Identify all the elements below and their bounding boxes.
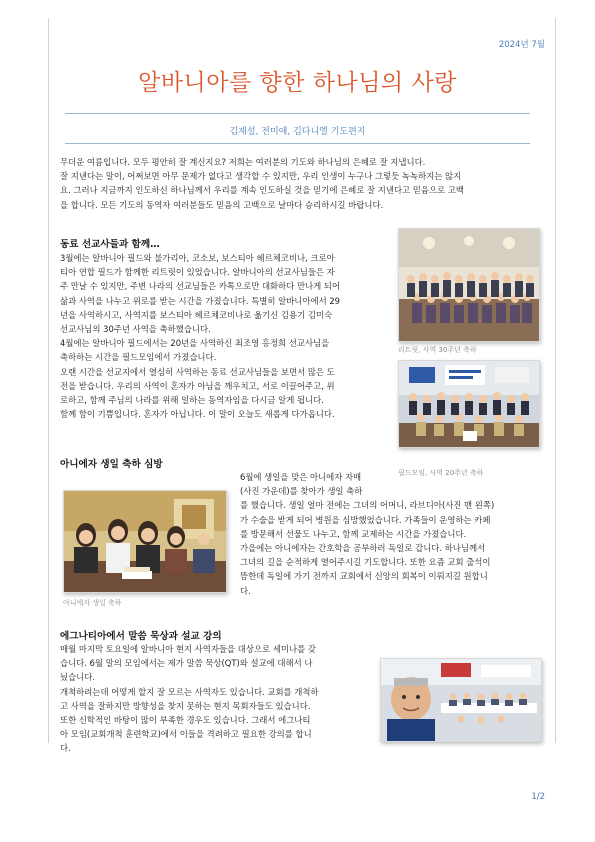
section2-body — [240, 470, 540, 598]
retreat-group-photo — [398, 228, 540, 342]
body-line: 로하고, 함께 주님의 나라를 위해 일하는 동역자임을 다시금 알게 됩니다. — [60, 395, 324, 406]
section3-body — [60, 642, 370, 756]
body-line: 개척하려는데 어떻게 할지 잘 모르는 사역자도 있습니다. 교회를 개척하 — [60, 686, 319, 697]
intro-line: 을 합니다. 모든 기도의 동역자 여러분들도 믿음의 고백으로 날마다 승리하시길 바랍니다. — [60, 199, 384, 210]
intro-line: 잘 지낸다는 말이, 어쩌보면 아무 문제가 없다고 생각할 수 있지만, 우리 인생이 누구나 그렇듯 녹녹하지는 않지 — [60, 171, 462, 182]
body-line: 습니다. 6월 말의 모임에서는 제가 말씀 묵상(QT)와 설교에 대해서 나 — [60, 658, 313, 669]
body-line: 6월에 생일을 맞은 아니에자 자매 — [240, 472, 362, 482]
body-line: 아 모임(교회개척 훈련학교)에서 이들을 격려하고 필요한 강의를 합니 — [60, 729, 312, 740]
title-divider — [65, 113, 530, 114]
body-line: 뜸한데 독일에 가기 전까지 교회에서 신앙의 회복이 이뤄지길 원합니 — [240, 571, 488, 582]
body-line: 를 방문해서 선물도 나누고, 함께 교제하는 시간을 가졌습니다. — [240, 528, 467, 539]
intro-line: 요. 그러나 지금까지 인도하신 하나님께서 우리를 계속 인도하실 것을 믿기에 은혜로 잘 지낸다고 믿음으로 고백 — [60, 185, 464, 196]
field-meeting-photo — [398, 360, 540, 448]
body-line: 또한 신학적인 바탕이 많이 부족한 경우도 있습니다. 그래서 에그나티 — [60, 715, 311, 726]
body-line: 함께 함이 기쁨입니다. 혼자가 아닙니다. 이 말이 오늘도 새롭게 다가옵니다. — [60, 409, 335, 420]
page-title: 알바니아를 향한 하나님의 사랑 — [138, 70, 457, 96]
body-line: 눴습니다. — [60, 672, 96, 683]
section-heading-seminar: 에그나티아에서 말씀 묵상과 설교 강의 — [60, 631, 222, 642]
section1-body — [60, 251, 390, 421]
body-line: (사진 가운데)를 찾아가 생일 축하 — [240, 486, 363, 497]
letter-date: 2024년 7월 — [498, 40, 545, 50]
birthday-visit-photo — [63, 490, 227, 593]
intro-line: 무더운 여름입니다. 모두 평안히 잘 계신지요? 저희는 여러분의 기도와 하나님의 은혜로 잘 지냅니다. — [60, 157, 426, 167]
birthday-photo-caption: 아니에자 생일 축하 — [63, 599, 122, 607]
body-line: 다. — [60, 743, 71, 754]
body-line: 매월 마지막 토요일에 알바니아 현지 사역자들을 대상으로 세미나를 갖 — [60, 644, 316, 654]
authors-line: 김재설, 전미애, 김다니엘 기도편지 — [229, 127, 366, 137]
body-line: 선교사님의 30주년 사역을 축하했습니다. — [60, 324, 211, 335]
body-line: 오랜 시간을 선교지에서 열심히 사역하는 동료 선교사님들을 보면서 많은 도 — [60, 366, 335, 377]
body-line: 그녀의 길을 순적하게 열어주시길 기도합니다. 또한 요즘 교회 출석이 — [240, 557, 491, 568]
authors-divider — [65, 143, 530, 144]
intro-paragraph — [60, 155, 540, 212]
body-line: 전을 받습니다. 우리의 사역이 혼자가 아님을 깨우치고, 서로 이끌어주고, 위 — [60, 380, 335, 391]
body-line: 를 했습니다. 생일 얼마 전에는 그녀의 어머니, 라브디아(사진 맨 왼쪽) — [240, 500, 495, 511]
body-line: 가을에는 아니에자는 간호학을 공부하러 독일로 갑니다. 하나님께서 — [240, 543, 486, 554]
section-heading-birthday: 아니에자 생일 축하 심방 — [60, 459, 163, 470]
body-line: 가 수술을 받게 되어 병원을 심방했었습니다. 가족들이 운영하는 카페 — [240, 514, 491, 525]
page-number: 1/2 — [531, 792, 545, 802]
retreat-photo-caption: 리트릿, 사역 30주년 축하 — [398, 346, 477, 354]
body-line: 3월에는 알바니아 필드와 불가리아, 코소보, 보스티아 헤르체코비나, 크로아 — [60, 253, 335, 263]
body-line: 다. — [240, 585, 251, 596]
field-meeting-caption: 필드모임, 사역 20주년 축하 — [398, 469, 484, 477]
body-line: 년을 사역하시고, 사역지를 보스티아 헤르체코비나로 옮기신 김용기 김미숙 — [60, 309, 333, 320]
body-line: 축하하는 시간을 필드모임에서 가졌습니다. — [60, 352, 217, 363]
body-line: 티아 연합 필드가 함께한 리트릿이 있었습니다. 알바니아의 선교사님들은 자 — [60, 267, 335, 278]
body-line: 4월에는 알바니아 필드에서는 20년을 사역하신 최조영 홍정희 선교사님을 — [60, 338, 330, 349]
body-line: 삶과 사역을 나누고 위로를 받는 시간을 가졌습니다. 특별히 알바니아에서 29 — [60, 295, 340, 306]
body-line: 주 만날 수 있지만, 주변 나라의 선교님들은 카톡으로만 대화하다 만나게 되어 — [60, 281, 341, 292]
body-line: 고 사역을 잘하지만 방향성을 찾지 못하는 현지 목회자들도 있습니다. — [60, 700, 311, 711]
section-heading-colleagues: 동료 선교사들과 함께… — [60, 239, 160, 250]
seminar-selfie-photo — [380, 658, 542, 742]
